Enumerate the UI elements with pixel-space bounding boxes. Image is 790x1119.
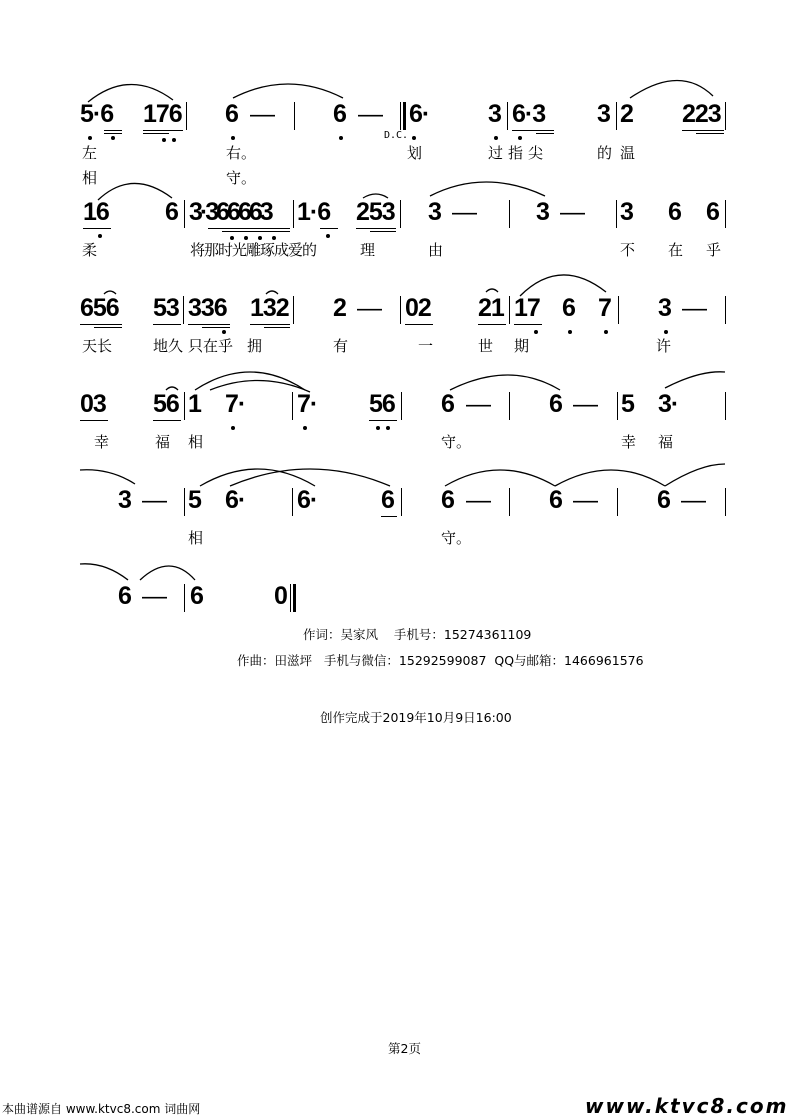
note: 6	[706, 198, 719, 226]
note: 6	[381, 486, 394, 514]
note: 53	[153, 294, 179, 322]
underline	[381, 516, 397, 517]
note: 7	[598, 294, 611, 322]
barline	[184, 392, 185, 420]
lyric: 划	[407, 144, 423, 162]
repeat-barline	[403, 102, 406, 130]
dc-mark: D.C.	[384, 130, 409, 141]
octave-dot	[98, 234, 102, 238]
underline	[80, 324, 122, 325]
octave-dot	[172, 138, 176, 142]
underline	[222, 231, 290, 232]
dash: —	[682, 294, 706, 322]
barline	[293, 200, 294, 228]
lyric: 守。	[226, 169, 257, 187]
octave-dot	[244, 236, 248, 240]
barline	[509, 488, 510, 516]
barline	[184, 200, 185, 228]
note: 253	[356, 198, 395, 226]
underline	[83, 228, 111, 229]
note: 6	[549, 486, 562, 514]
barline	[725, 296, 726, 324]
lyric: 过指尖	[488, 144, 549, 162]
barline	[400, 296, 401, 324]
underline	[143, 130, 183, 131]
underline	[208, 228, 290, 229]
lyric: 幸	[94, 433, 110, 451]
barline	[509, 392, 510, 420]
note: 6	[562, 294, 575, 322]
note: 6	[190, 582, 203, 610]
composer-credit: 作曲：田滋坪 手机与微信：15292599087 QQ与邮箱：1466961576	[237, 653, 644, 668]
completion-date: 创作完成于2019年10月9日16:00	[320, 710, 512, 725]
underline	[153, 420, 181, 421]
octave-dot	[303, 426, 307, 430]
note: 6	[441, 486, 454, 514]
note: 3	[428, 198, 441, 226]
barline	[616, 200, 617, 228]
barline	[401, 392, 402, 420]
barline	[509, 296, 510, 324]
note: 3	[118, 486, 131, 514]
barline	[401, 488, 402, 516]
octave-dot	[162, 138, 166, 142]
barline	[293, 296, 294, 324]
lyric: 不	[620, 241, 636, 259]
lyric: 拥	[247, 337, 263, 355]
note: 7·	[297, 390, 318, 418]
underline	[104, 130, 122, 131]
lyric: 守。	[441, 529, 472, 547]
note: 6·	[225, 486, 246, 514]
note: 132	[250, 294, 289, 322]
note: 21	[478, 294, 504, 322]
lyric: 福	[155, 433, 171, 451]
page-number: 第2页	[388, 1041, 421, 1056]
lyric: 理	[360, 241, 376, 259]
note: 6·	[297, 486, 318, 514]
barline	[184, 488, 185, 516]
note: 656	[80, 294, 119, 322]
dash: —	[573, 486, 597, 514]
octave-dot	[376, 426, 380, 430]
note: 6	[118, 582, 131, 610]
underline	[514, 324, 542, 325]
dash: —	[560, 198, 584, 226]
lyric: 守。	[441, 433, 472, 451]
lyric: 期	[514, 337, 530, 355]
barline	[186, 102, 187, 130]
barline	[725, 392, 726, 420]
octave-dot	[534, 330, 538, 334]
octave-dot	[111, 136, 115, 140]
barline	[618, 296, 619, 324]
note: 6·	[409, 100, 430, 128]
octave-dot	[326, 234, 330, 238]
note: 6·3	[512, 100, 546, 128]
underline	[94, 327, 122, 328]
lyric: 一	[418, 337, 434, 355]
note: 56	[153, 390, 179, 418]
underline	[682, 130, 724, 131]
octave-dot	[258, 236, 262, 240]
underline	[104, 133, 122, 134]
note: 6	[333, 100, 346, 128]
lyric: 福	[658, 433, 674, 451]
lyric: 柔	[82, 241, 98, 259]
note: 5·6	[80, 100, 114, 128]
octave-dot	[494, 136, 498, 140]
barline	[400, 102, 401, 130]
note: 6	[441, 390, 454, 418]
note: 2	[620, 100, 633, 128]
final-barline-thin	[290, 584, 291, 612]
lyric: 许	[656, 337, 672, 355]
lyric: 在	[668, 241, 684, 259]
barline	[617, 392, 618, 420]
octave-dot	[222, 330, 226, 334]
underline	[264, 327, 290, 328]
note: 6	[668, 198, 681, 226]
lyric: 相	[188, 433, 204, 451]
octave-dot	[231, 136, 235, 140]
underline	[320, 228, 338, 229]
octave-dot	[386, 426, 390, 430]
note: 2	[333, 294, 346, 322]
note: 3·	[658, 390, 679, 418]
lyric: 相	[188, 529, 204, 547]
lyric: 的温	[597, 144, 644, 162]
barline	[400, 200, 401, 228]
dash: —	[250, 100, 274, 128]
note: 16	[83, 198, 109, 226]
lyric: 地久	[153, 337, 184, 355]
lyric: 天长	[82, 337, 113, 355]
underline	[696, 133, 724, 134]
octave-dot	[272, 236, 276, 240]
lyric: 世	[478, 337, 494, 355]
note: 3	[536, 198, 549, 226]
note: 7·	[225, 390, 246, 418]
footer-site-logo: www.ktvc8.com	[585, 1094, 789, 1118]
barline	[183, 296, 184, 324]
note: 6	[657, 486, 670, 514]
underline	[188, 324, 230, 325]
dash: —	[358, 100, 382, 128]
dash: —	[681, 486, 705, 514]
underline	[202, 327, 230, 328]
underline	[250, 324, 290, 325]
note: 6	[165, 198, 178, 226]
underline	[153, 324, 181, 325]
note: 3·366663	[189, 198, 271, 226]
note: 6	[549, 390, 562, 418]
underline	[405, 324, 433, 325]
note: 3	[597, 100, 610, 128]
octave-dot	[518, 136, 522, 140]
note: 1·6	[297, 198, 331, 226]
note: 3	[620, 198, 633, 226]
lyric: 乎	[706, 241, 722, 259]
dash: —	[466, 390, 490, 418]
note: 223	[682, 100, 721, 128]
dash: —	[357, 294, 381, 322]
octave-dot	[604, 330, 608, 334]
dash: —	[466, 486, 490, 514]
underline	[512, 130, 554, 131]
underline	[369, 420, 397, 421]
octave-dot	[88, 136, 92, 140]
note: 0	[274, 582, 287, 610]
barline	[616, 102, 617, 130]
note: 3	[488, 100, 501, 128]
lyric: 将那时光雕琢成爱的	[190, 241, 317, 259]
barline	[294, 102, 295, 130]
dash: —	[142, 582, 166, 610]
note: 17	[514, 294, 540, 322]
lyric: 幸	[621, 433, 637, 451]
barline	[292, 488, 293, 516]
octave-dot	[568, 330, 572, 334]
note: 5	[621, 390, 634, 418]
dash: —	[452, 198, 476, 226]
underline	[143, 133, 169, 134]
dash: —	[573, 390, 597, 418]
barline	[725, 102, 726, 130]
underline	[80, 420, 108, 421]
note: 3	[658, 294, 671, 322]
barline	[725, 200, 726, 228]
footer-source-text: 本曲谱源自 www.ktvc8.com 词曲网	[2, 1102, 201, 1116]
note: 03	[80, 390, 106, 418]
lyric: 右。	[226, 144, 257, 162]
barline	[617, 488, 618, 516]
note: 02	[405, 294, 431, 322]
barline	[507, 102, 508, 130]
octave-dot	[664, 330, 668, 334]
barline	[725, 488, 726, 516]
dash: —	[142, 486, 166, 514]
final-barline-thick	[293, 584, 296, 612]
note: 56	[369, 390, 395, 418]
note: 1	[188, 390, 201, 418]
lyric: 相	[82, 169, 98, 187]
barline	[184, 584, 185, 612]
lyric: 有	[333, 337, 349, 355]
barline	[292, 392, 293, 420]
underline	[356, 228, 396, 229]
note: 176	[143, 100, 182, 128]
underline	[370, 231, 396, 232]
octave-dot	[230, 236, 234, 240]
note: 5	[188, 486, 201, 514]
octave-dot	[412, 136, 416, 140]
underline	[478, 324, 506, 325]
octave-dot	[339, 136, 343, 140]
underline	[536, 133, 554, 134]
note: 6	[225, 100, 238, 128]
lyric: 左	[82, 144, 98, 162]
octave-dot	[231, 426, 235, 430]
lyric: 只在乎	[188, 337, 234, 355]
lyricist-credit: 作词：吴家风 手机号：15274361109	[303, 627, 532, 642]
barline	[509, 200, 510, 228]
note: 336	[188, 294, 227, 322]
lyric: 由	[428, 241, 444, 259]
